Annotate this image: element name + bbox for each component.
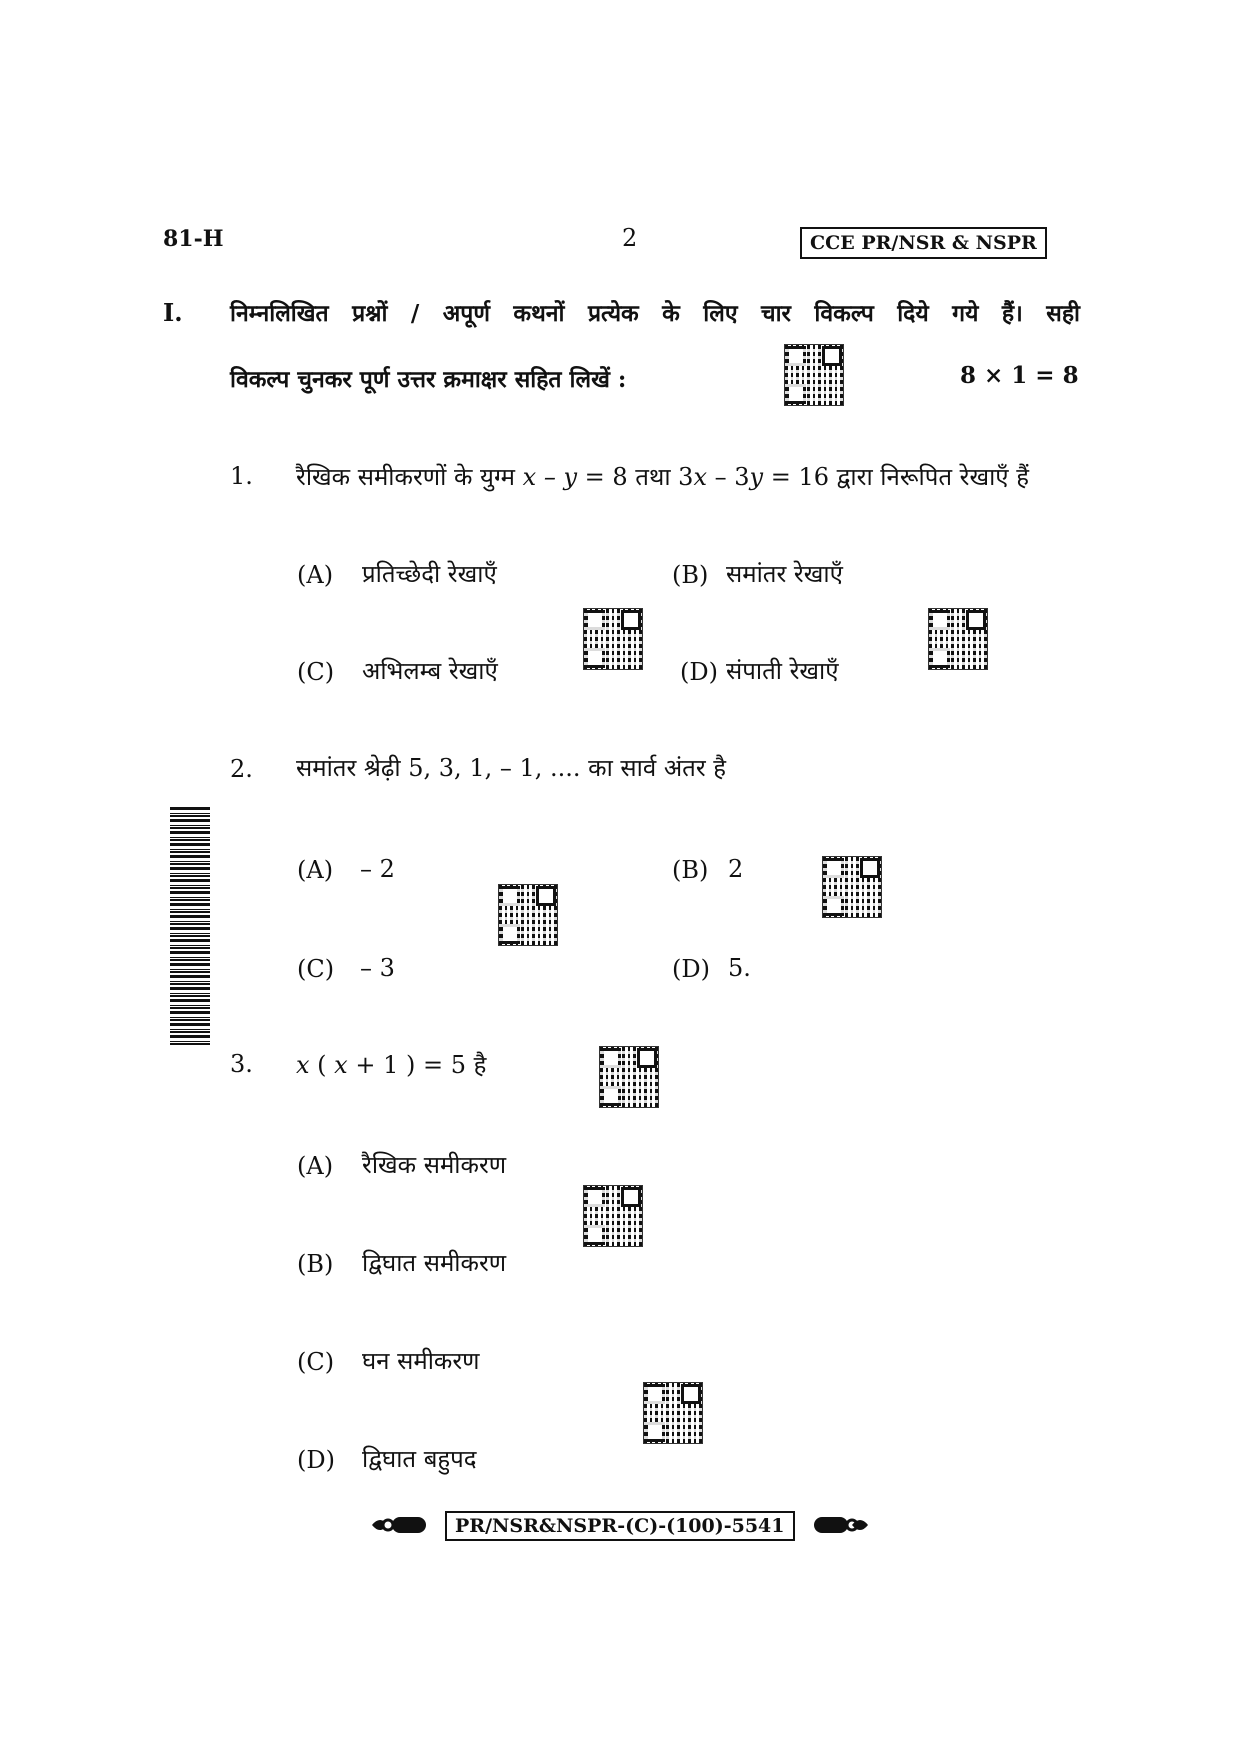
qr-code-icon	[599, 1046, 659, 1108]
question-1-math: x	[693, 463, 707, 491]
qr-code-icon	[498, 884, 558, 946]
section-marks: 8 × 1 = 8	[960, 362, 1079, 389]
q3-option-b-text: द्विघात समीकरण	[362, 1249, 507, 1277]
footer-code-box: PR/NSR&NSPR-(C)-(100)-5541	[445, 1511, 795, 1541]
question-3-text-part: + 1 ) = 5 है	[347, 1051, 487, 1079]
question-1-text-part: रैखिक समीकरणों के युग्म	[296, 463, 523, 491]
q1-option-c-letter: (C)	[297, 658, 335, 686]
question-1-text-part: – 3	[706, 463, 750, 491]
paper-code: 81-H	[163, 226, 224, 252]
q1-option-c-text: अभिलम्ब रेखाएँ	[362, 657, 498, 685]
qr-code-icon	[643, 1382, 703, 1444]
q2-option-a-letter: (A)	[297, 856, 334, 884]
q3-option-a-letter: (A)	[297, 1152, 334, 1180]
question-1-math: y	[749, 463, 764, 491]
q3-option-a-text: रैखिक समीकरण	[362, 1151, 507, 1179]
q1-option-b-letter: (B)	[672, 561, 709, 589]
q1-option-a-letter: (A)	[297, 561, 334, 589]
question-3-number: 3.	[230, 1050, 253, 1078]
q1-option-a-text: प्रतिच्छेदी रेखाएँ	[362, 560, 497, 588]
qr-code-icon	[583, 608, 643, 670]
q2-option-b-letter: (B)	[672, 856, 709, 884]
right-ornament-icon	[810, 1513, 870, 1537]
question-1-number: 1.	[230, 462, 253, 490]
question-2-text: समांतर श्रेढ़ी 5, 3, 1, – 1, .... का सार्व अंतर है	[296, 754, 727, 782]
q1-option-d-letter: (D)	[680, 658, 718, 686]
left-ornament-icon	[370, 1513, 430, 1537]
exam-label-box: CCE PR/NSR & NSPR	[800, 227, 1047, 259]
q3-option-b-letter: (B)	[297, 1250, 334, 1278]
q2-option-d-letter: (D)	[672, 955, 710, 983]
qr-code-icon	[822, 856, 882, 918]
q2-option-c-letter: (C)	[297, 955, 335, 983]
qr-code-icon	[928, 608, 988, 670]
barcode-icon	[170, 805, 210, 1045]
question-1-text-part: = 16 द्वारा निरूपित रेखाएँ हैं	[763, 463, 1029, 491]
q1-option-d-text: संपाती रेखाएँ	[726, 657, 839, 685]
q3-option-c-text: घन समीकरण	[362, 1347, 480, 1375]
section-number: I.	[163, 298, 183, 327]
q3-option-d-text: द्विघात बहुपद	[362, 1445, 477, 1473]
qr-code-icon	[784, 344, 844, 406]
section-instruction-line2: विकल्प चुनकर पूर्ण उत्तर क्रमाक्षर सहित लिखें :	[230, 366, 627, 393]
question-3-math: x	[296, 1051, 310, 1079]
question-3-text-part: (	[309, 1051, 335, 1079]
section-instruction-line1: निम्नलिखित प्रश्नों / अपूर्ण कथनों प्रत्येक के लिए चार विकल्प दिये गये हैं। सही	[230, 300, 1080, 327]
qr-code-icon	[583, 1185, 643, 1247]
q2-option-c-text: – 3	[360, 954, 395, 982]
question-1-text-part: = 8 तथा 3	[577, 463, 694, 491]
q3-option-d-letter: (D)	[297, 1446, 335, 1474]
question-2-number: 2.	[230, 755, 253, 783]
question-3-text	[296, 1048, 486, 1081]
q2-option-d-text: 5.	[728, 954, 751, 982]
page-number: 2	[622, 224, 638, 252]
q2-option-b-text: 2	[728, 855, 744, 883]
question-3-math: x	[334, 1051, 348, 1079]
question-1-math: x – y	[522, 463, 578, 491]
question-1-text	[296, 460, 1029, 493]
q3-option-c-letter: (C)	[297, 1348, 335, 1376]
q1-option-b-text: समांतर रेखाएँ	[726, 560, 843, 588]
q2-option-a-text: – 2	[360, 855, 395, 883]
